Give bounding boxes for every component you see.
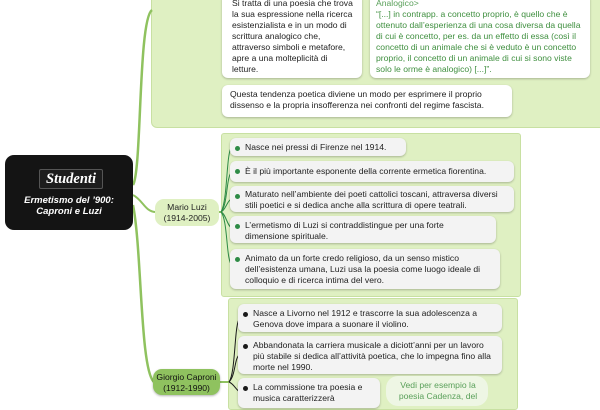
central-topic-title xyxy=(9,195,129,217)
central-topic-node[interactable] xyxy=(5,155,133,230)
top-left-card xyxy=(222,0,362,78)
caproni-item-1[interactable] xyxy=(238,304,502,332)
analogico-label: Analogico> xyxy=(376,0,419,8)
luzi-item-1[interactable] xyxy=(230,138,406,156)
giorgio-caproni-node[interactable] xyxy=(153,369,220,395)
caproni-item-3-text: La commissione tra poesia e musica caratterizzerà xyxy=(253,382,363,403)
cadenza-aside-text[interactable]: Vedi per esempio la poesia Cadenza, del xyxy=(398,380,478,401)
analogico-definition: “[...] in contrapp. a concetto proprio, è quello che è ottenuto dall’esperienza di una cosa diversa da quella di cui è concetto, per es. da un effetto di essa (così il concetto di un animale che si è veduto è un concetto proprio, il concetto di un animale di cui si sono viste solo le orme è analogico) [...]”. xyxy=(376,9,581,74)
bullet-dot xyxy=(243,386,248,391)
bullet-dot xyxy=(235,224,240,229)
caproni-item-2-text: Abbandonata la carriera musicale a diciott’anni per un lavoro più stabile si dedica all’attività poetica, che lo impegna fino alla morte nel 1990. xyxy=(253,340,491,372)
bullet-dot xyxy=(235,169,240,174)
bullet-dot xyxy=(243,312,248,317)
bullet-dot xyxy=(235,146,240,151)
caproni-item-1-text: Nasce a Livorno nel 1912 e trascorre la sua adolescenza a Genova dove impara a suonare il violino. xyxy=(253,308,478,329)
dissenso-text: Questa tendenza poetica diviene un modo per esprimere il proprio dissenso e la propria insofferenza nei confronti del regime fascista. xyxy=(230,89,484,110)
luzi-item-5[interactable] xyxy=(230,249,500,289)
luzi-item-2[interactable] xyxy=(230,161,514,182)
luzi-dates: (1914-2005) xyxy=(163,212,211,223)
dissenso-card xyxy=(222,85,512,117)
caproni-name: Giorgio Caproni xyxy=(156,372,217,382)
central-title-line1: Ermetismo del ’900: xyxy=(24,195,114,206)
luzi-item-1-text: Nasce nei pressi di Firenze nel 1914. xyxy=(245,142,387,152)
studenti-logo: Studenti xyxy=(39,169,103,189)
luzi-name: Mario Luzi xyxy=(167,202,207,212)
luzi-item-3[interactable] xyxy=(230,186,514,212)
bullet-dot xyxy=(235,194,240,199)
bullet-dot xyxy=(243,344,248,349)
central-title-line2: Caproni e Luzi xyxy=(36,206,102,217)
bullet-dot xyxy=(235,257,240,262)
caproni-item-2[interactable] xyxy=(238,336,502,374)
luzi-item-2-text: È il più importante esponente della corrente ermetica fiorentina. xyxy=(245,166,487,176)
top-left-text: Si tratta di una poesia che trova la sua espressione nella ricerca esistenzialista e in un modo di scrittura analogico che, attraverso simboli e metafore, apre a una molteplicità di letture. xyxy=(232,0,353,74)
caproni-item-3[interactable] xyxy=(238,378,380,408)
luzi-item-4-text: L’ermetismo di Luzi si contraddistingue per una forte dimensione spirituale. xyxy=(245,220,444,241)
luzi-item-4[interactable] xyxy=(230,216,496,243)
luzi-item-3-text: Maturato nell’ambiente dei poeti cattolici toscani, attraversa diversi stili poetici e si dedica anche alla scrittura di opere teatrali. xyxy=(245,189,498,210)
luzi-item-5-text: Animato da un forte credo religioso, da un senso mistico dell’esistenza umana, Luzi usa la poesia come luogo ideale di colloquio e di ricerca intima del vero. xyxy=(245,253,481,285)
top-right-card xyxy=(370,0,590,78)
mario-luzi-node[interactable] xyxy=(155,199,219,226)
caproni-dates: (1912-1990) xyxy=(163,382,210,393)
